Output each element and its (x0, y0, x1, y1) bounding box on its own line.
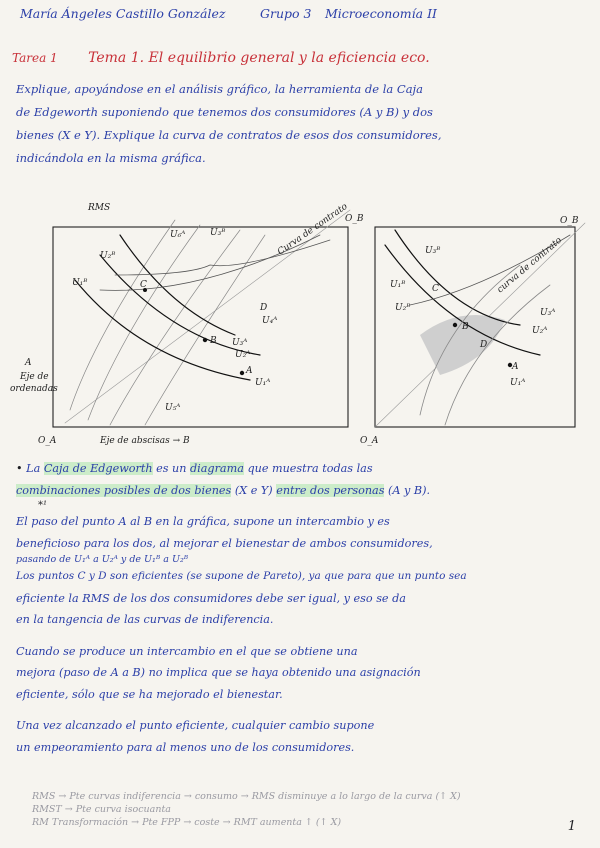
course-label: Microeconomía II (325, 6, 437, 21)
body-line: • La Caja de Edgeworth es un diagrama que muestra todas las (16, 462, 373, 475)
left-curve-label: U₁ᴬ (255, 378, 271, 388)
prompt-line: bienes (X e Y). Explique la curva de contratos de esos dos consumidores, (16, 128, 442, 142)
left-curve-label: U₅ᴬ (165, 403, 181, 413)
group-label: Grupo 3 (260, 6, 312, 21)
asterisk-mark: *¹ (38, 500, 48, 511)
right-curve-label: U₃ᴬ (540, 308, 556, 318)
left-curve-label: U₂ᴮ (100, 251, 116, 261)
left-point-d: D (260, 303, 268, 313)
body-line: El paso del punto A al B en la gráfica, supone un intercambio y es (16, 515, 390, 528)
right-curve-label: U₂ᴬ (532, 326, 548, 336)
left-point-c: C (140, 280, 147, 290)
right-curve-label: U₂ᴮ (395, 303, 411, 313)
edgeworth-box-svg (0, 195, 600, 450)
right-point-c: C (432, 284, 439, 294)
left-x-axis-label: Eje de abscisas → B (100, 436, 190, 446)
left-contract-label: Curva de contrato (275, 201, 350, 258)
edgeworth-diagrams (0, 195, 600, 450)
task-heading (12, 50, 592, 66)
left-point-a: A (246, 366, 253, 376)
footer-notes (32, 790, 592, 829)
page-number: 1 (567, 819, 576, 834)
point-b-left (203, 338, 207, 342)
body-line: combinaciones posibles de dos bienes (X e Y) entre dos personas (A y B). (16, 483, 431, 497)
footer-line: RMST → Pte curva isocuanta (32, 804, 171, 815)
footer-line: RMS → Pte curvas indiferencia → consumo → RMS disminuye a lo largo de la curva (↑ X) (32, 791, 461, 802)
right-curve-label: U₁ᴬ (510, 378, 526, 388)
body-line: Los puntos C y D son eficientes (se supone de Pareto), ya que para que un punto sea (16, 570, 467, 582)
origin-a-left: O_A (38, 436, 57, 446)
left-diagonal (65, 210, 350, 423)
origin-b-left: O_B (345, 214, 364, 224)
point-a-left (240, 371, 244, 375)
left-curve-label: U₂ᴬ (235, 350, 251, 360)
right-ub-curve (395, 230, 520, 325)
left-point-b: B (210, 336, 217, 346)
page-header (20, 6, 590, 26)
body-line: mejora (paso de A a B) no implica que se haya obtenido una asignación (16, 666, 421, 679)
footer-line: RM Transformación → Pte FPP → coste → RMT aumenta ↑ (↑ X) (32, 817, 342, 828)
body-line: en la tangencia de las curvas de indiferencia. (16, 613, 274, 626)
task-label: Tarea 1 (12, 51, 58, 65)
body-line: beneficioso para los dos, al mejorar el bienestar de ambos consumidores, (16, 536, 433, 550)
body-line: Cuando se produce un intercambio en el que se obtiene una (16, 644, 358, 658)
body-line: Una vez alcanzado el punto eficiente, cualquier cambio supone (16, 719, 375, 732)
body-line: eficiente, sólo que se ha mejorado el bienestar. (16, 687, 283, 701)
right-curve-label: U₃ᴮ (425, 246, 441, 256)
left-ua-curve (110, 230, 240, 425)
prompt-line: Explique, apoyándose en el análisis gráfico, la herramienta de la Caja (16, 82, 423, 96)
left-curve-label: U₄ᴬ (262, 316, 278, 326)
task-title: Tema 1. El equilibrio general y la eficiencia eco. (88, 50, 430, 66)
body-line: pasando de U₁ᴬ a U₂ᴬ y de U₁ᴮ a U₂ᴮ (16, 554, 189, 565)
left-ua-curve (145, 235, 268, 425)
prompt-line: indicándola en la misma gráfica. (16, 151, 206, 165)
left-ua-curve (70, 220, 175, 410)
left-curve-label: U₁ᴮ (72, 278, 88, 288)
point-b-right (453, 323, 457, 327)
origin-a-right: O_A (360, 436, 379, 446)
right-point-d: D (480, 340, 488, 350)
left-curve-label: U₃ᴮ (210, 228, 226, 238)
body-line: un empeoramiento para al menos uno de los consumidores. (16, 740, 355, 754)
left-y-axis-label-1: A (25, 358, 32, 368)
left-y-axis-label-2: Eje de (20, 372, 49, 382)
left-curve-label: U₆ᴬ (170, 230, 186, 240)
left-mrs-label: RMS (88, 203, 111, 213)
body-line: eficiente la RMS de los dos consumidores debe ser igual, y eso se da (16, 591, 406, 605)
right-contract-label: curva de contrato (495, 235, 564, 296)
left-y-axis-label-3: ordenadas (10, 384, 58, 394)
origin-b-right: O_B (560, 216, 579, 226)
answer-body (16, 458, 590, 758)
prompt-line: de Edgeworth suponiendo que tenemos dos consumidores (A y B) y dos (16, 105, 433, 119)
prompt (16, 78, 590, 170)
right-curve-label: U₁ᴮ (390, 280, 406, 290)
author-name: María Ángeles Castillo González (20, 6, 226, 21)
left-curve-label: U₃ᴬ (232, 338, 248, 348)
right-point-b: B (462, 322, 469, 332)
right-point-a: A (512, 362, 519, 372)
